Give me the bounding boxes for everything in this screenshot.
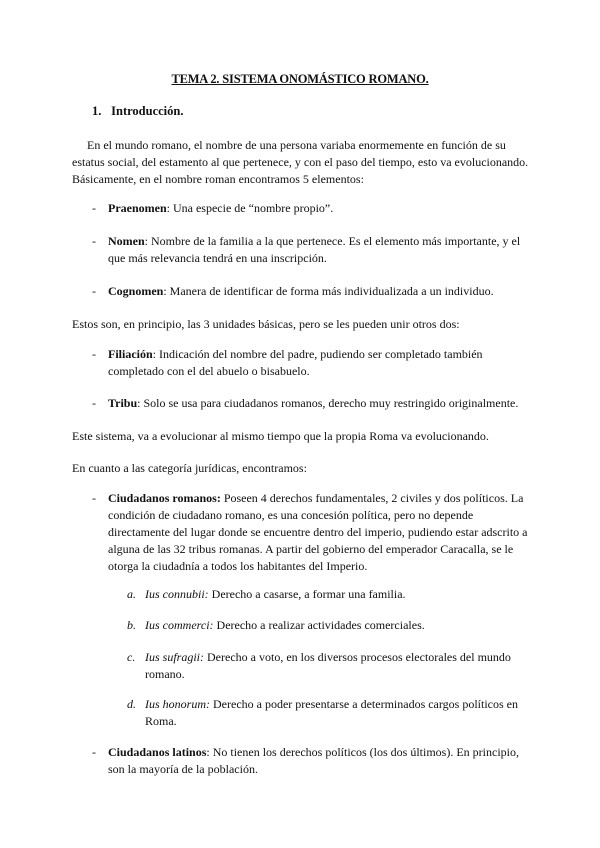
definition: : Indicación del nombre del padre, pudiendo ser completado también completado con el del abuelo o bisabuelo.	[108, 347, 483, 378]
right-item-honorum	[127, 696, 527, 730]
list-letter: a.	[127, 587, 136, 601]
definition: : Solo se usa para ciudadanos romanos, derecho muy restringido originalmente.	[137, 396, 519, 410]
latin-term: Ius commerci:	[145, 618, 214, 632]
term: Ciudadanos latinos	[108, 745, 207, 759]
term: Cognomen	[108, 284, 164, 298]
section-number: 1.	[92, 104, 102, 118]
list-item-filiacion	[92, 346, 532, 380]
definition: : Nombre de la familia a la que pertenece. Es el elemento más importante, y el que más relevancia tendrá en una inscripción.	[108, 234, 521, 265]
latin-term: Ius sufragii:	[145, 650, 205, 664]
list-letter: d.	[127, 697, 136, 711]
right-item-connubii	[127, 586, 527, 603]
term: Ciudadanos romanos:	[108, 491, 221, 505]
list-item-tribu	[92, 395, 532, 412]
right-item-sufragii	[127, 649, 527, 683]
intro-paragraph: En el mundo romano, el nombre de una persona variaba enormemente en función de su estatus social, del estamento al que pertenece, y con el paso del tiempo, esto va evolucionando. Básicamente, en el nombre roman encontramos 5 elementos:	[72, 138, 529, 186]
bullet-dash: -	[92, 745, 96, 759]
definition: : Una especie de “nombre propio”.	[166, 201, 334, 215]
definition: Derecho a realizar actividades comerciales.	[213, 618, 425, 632]
list-item-ciudadanos-latinos	[92, 744, 532, 778]
latin-term: Ius honorum:	[145, 697, 210, 711]
term: Tribu	[108, 396, 138, 410]
term: Nomen	[108, 234, 145, 248]
bullet-dash: -	[92, 396, 96, 410]
middle-paragraph: Estos son, en principio, las 3 unidades básicas, pero se les pueden unir otros dos:	[72, 317, 460, 331]
latin-term: Ius connubii:	[145, 587, 209, 601]
right-item-commerci	[127, 617, 527, 634]
term: Praenomen	[108, 201, 167, 215]
bullet-dash: -	[92, 201, 96, 215]
list-item-ciudadanos-romanos	[92, 490, 532, 575]
definition: Derecho a voto, en los diversos procesos electorales del mundo romano.	[145, 650, 511, 681]
section-label: Introducción.	[111, 104, 184, 118]
list-letter: b.	[127, 618, 136, 632]
page-title: TEMA 2. SISTEMA ONOMÁSTICO ROMANO.	[171, 72, 429, 86]
bullet-dash: -	[92, 284, 96, 298]
definition: Derecho a casarse, a formar una familia.	[208, 587, 406, 601]
definition: Derecho a poder presentarse a determinados cargos políticos en Roma.	[145, 697, 518, 728]
definition: : Manera de identificar de forma más individualizada a un individuo.	[163, 284, 494, 298]
bullet-dash: -	[92, 491, 96, 505]
definition: Poseen 4 derechos fundamentales, 2 civiles y dos políticos. La condición de ciudadano romano, es una concesión política, pero no depende directamente del lugar donde se encuentre dentro del imperio, pudiendo estar adscrito a alguna de las 32 tribus romanas. A partir del gobierno del emperador Caracalla, se le otorga la ciudadnía a todos los habitantes del Imperio.	[108, 491, 528, 573]
definition: : No tienen los derechos políticos (los dos últimos). En principio, son la mayoría de la población.	[108, 745, 520, 776]
categories-intro: En cuanto a las categoría jurídicas, encontramos:	[72, 461, 307, 475]
evolution-paragraph: Este sistema, va a evolucionar al mismo tiempo que la propia Roma va evolucionando.	[72, 429, 489, 443]
list-item-nomen	[92, 233, 532, 267]
bullet-dash: -	[92, 347, 96, 361]
list-item-cognomen	[92, 283, 532, 300]
list-letter: c.	[127, 650, 136, 664]
term: Filiación	[108, 347, 153, 361]
list-item-praenomen	[92, 200, 532, 217]
section-heading	[92, 104, 183, 119]
bullet-dash: -	[92, 234, 96, 248]
